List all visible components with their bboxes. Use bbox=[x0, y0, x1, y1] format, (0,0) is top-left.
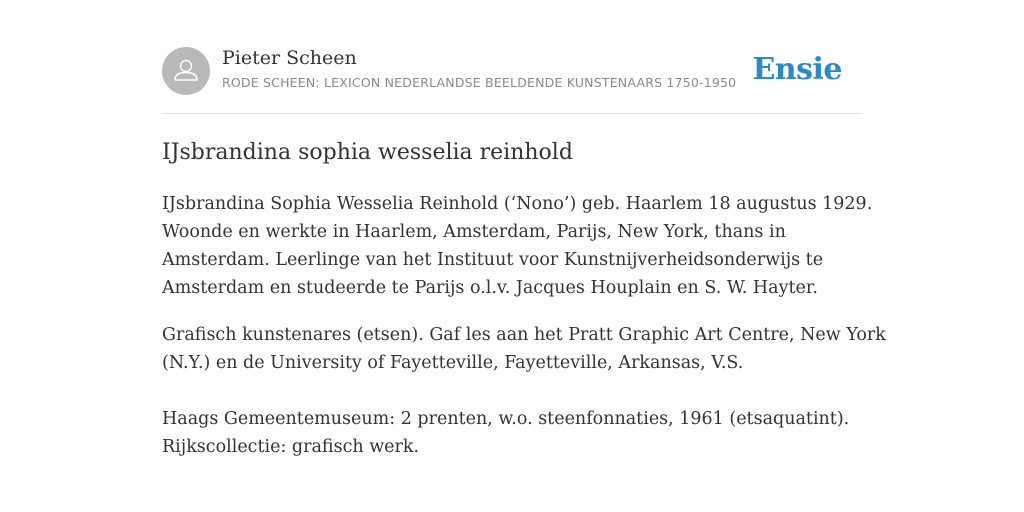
source-title[interactable]: RODE SCHEEN: LEXICON NEDERLANDSE BEELDENDE KUNSTENAARS 1750-1950 bbox=[222, 75, 737, 90]
text-line: (N.Y.) en de University of Fayetteville, Fayetteville, Arkansas, V.S. bbox=[162, 353, 744, 373]
article-header bbox=[162, 46, 862, 96]
paragraph-collections bbox=[162, 405, 862, 461]
text-line: Woonde en werkte in Haarlem, Amsterdam, Parijs, New York, thans in bbox=[162, 222, 786, 242]
paragraph-work bbox=[162, 321, 886, 377]
page-title: IJsbrandina sophia wesselia reinhold bbox=[162, 140, 573, 165]
paragraph-biography bbox=[162, 190, 873, 302]
text-line: IJsbrandina Sophia Wesselia Reinhold (‘Nono’) geb. Haarlem 18 augustus 1929. bbox=[162, 194, 873, 214]
author-avatar[interactable] bbox=[162, 47, 210, 95]
ensie-logo[interactable]: Ensie bbox=[752, 52, 842, 87]
article-card bbox=[162, 0, 886, 512]
text-line: Amsterdam. Leerlinge van het Instituut voor Kunstnijverheidsonderwijs te bbox=[162, 250, 824, 270]
article-body bbox=[162, 190, 886, 461]
header-divider bbox=[162, 113, 862, 114]
text-line: Amsterdam en studeerde te Parijs o.l.v. Jacques Houplain en S. W. Hayter. bbox=[162, 278, 818, 298]
user-icon bbox=[162, 47, 210, 95]
text-line: Haags Gemeentemuseum: 2 prenten, w.o. steenfonnaties, 1961 (etsaquatint). bbox=[162, 409, 850, 429]
text-line: Grafisch kunstenares (etsen). Gaf les aan het Pratt Graphic Art Centre, New York bbox=[162, 325, 886, 345]
text-line: Rijkscollectie: grafisch werk. bbox=[162, 437, 420, 457]
author-name[interactable]: Pieter Scheen bbox=[222, 47, 357, 69]
